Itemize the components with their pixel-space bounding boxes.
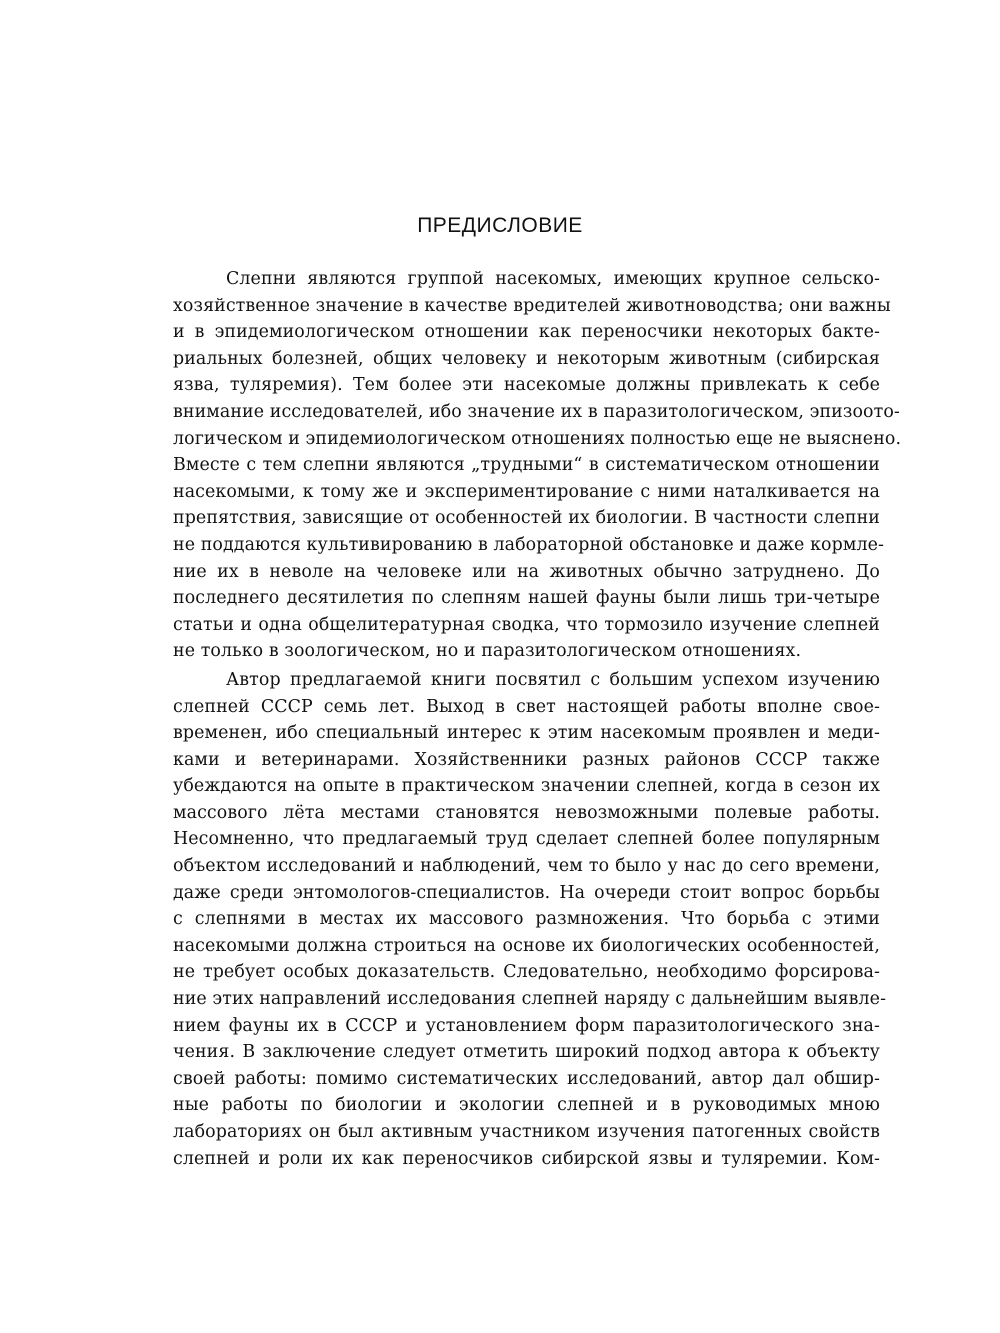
text-line: чения. В заключение следует отметить широкий подход автора к объекту: [173, 1042, 880, 1063]
text-line: и в эпидемиологическом отношении как переносчики некоторых бакте-: [173, 322, 880, 343]
text-line: ние этих направлений исследования слепней наряду с дальнейшим выявле-: [173, 989, 887, 1010]
text-line: язва, туляремия). Тем более эти насекомые должны привлекать к себе: [173, 375, 880, 396]
text-line: своей работы: помимо систематических исследований, автор дал обшир-: [173, 1068, 880, 1089]
text-line: временен, ибо специальный интерес к этим насекомым проявлен и меди-: [173, 723, 880, 744]
text-line: слепней СССР семь лет. Выход в свет настоящей работы вполне свое-: [173, 696, 880, 717]
text-line: лабораториях он был активным участником изучения патогенных свойств: [173, 1122, 880, 1142]
text-line: с слепнями в местах их массового размножения. Что борьба с этими: [173, 909, 880, 930]
body-text: [173, 266, 902, 1172]
text-line: хозяйственное значение в качестве вредителей животноводства; они важны: [173, 295, 891, 316]
text-line: нием фауны их в СССР и установлением форм паразитологического зна-: [173, 1015, 880, 1036]
text-line: убеждаются на опыте в практическом значении слепней, когда в сезон их: [173, 776, 880, 797]
text-line: статьи и одна общелитературная сводка, что тормозило изучение слепней: [173, 614, 880, 635]
page-title: ПРЕДИСЛОВИЕ: [417, 214, 583, 237]
text-line: не поддаются культивированию в лабораторной обстановке и даже кормле-: [173, 534, 884, 555]
text-line: ками и ветеринарами. Хозяйственники разных районов СССР также: [173, 749, 880, 770]
text-line: объектом исследований и наблюдений, чем то было у нас до сего времени,: [173, 856, 880, 877]
text-line: ные работы по биологии и экологии слепней и в руководимых мною: [173, 1095, 880, 1116]
text-line: логическом и эпидемиологическом отношениях полностью еще не выяснено.: [173, 428, 902, 449]
text-line: риальных болезней, общих человеку и некоторым животным (сибирская: [173, 348, 880, 369]
text-line: ние их в неволе на человеке или на животных обычно затруднено. До: [173, 561, 880, 582]
text-line: внимание исследователей, ибо значение их в паразитологическом, эпизоото-: [173, 401, 900, 422]
text-line: массового лёта местами становятся невозможными полевые работы.: [173, 802, 880, 823]
text-line: последнего десятилетия по слепням нашей фауны были лишь три-четыре: [173, 588, 880, 609]
text-line: Слепни являются группой насекомых, имеющих крупное сельско-: [226, 269, 880, 289]
text-line: Автор предлагаемой книги посвятил с большим успехом изучению: [226, 669, 880, 690]
text-line: Вместе с тем слепни являются „трудными“ в систематическом отношении: [173, 455, 880, 476]
text-line: Несомненно, что предлагаемый труд сделает слепней более популярным: [173, 829, 880, 850]
text-line: препятствия, зависящие от особенностей их биологии. В частности слепни: [173, 508, 880, 529]
text-line: не только в зоологическом, но и паразитологическом отношениях.: [173, 641, 802, 662]
text-line: насекомыми должна строиться на основе их биологических особенностей,: [173, 935, 880, 956]
text-line: даже среди энтомологов-специалистов. На очереди стоит вопрос борьбы: [173, 882, 880, 903]
text-line: слепней и роли их как переносчиков сибирской язвы и туляремии. Ком-: [173, 1148, 880, 1169]
text-line: насекомыми, к тому же и экспериментирование с ними наталкивается на: [173, 481, 880, 502]
text-line: не требует особых доказательств. Следовательно, необходимо форсирова-: [173, 962, 880, 983]
